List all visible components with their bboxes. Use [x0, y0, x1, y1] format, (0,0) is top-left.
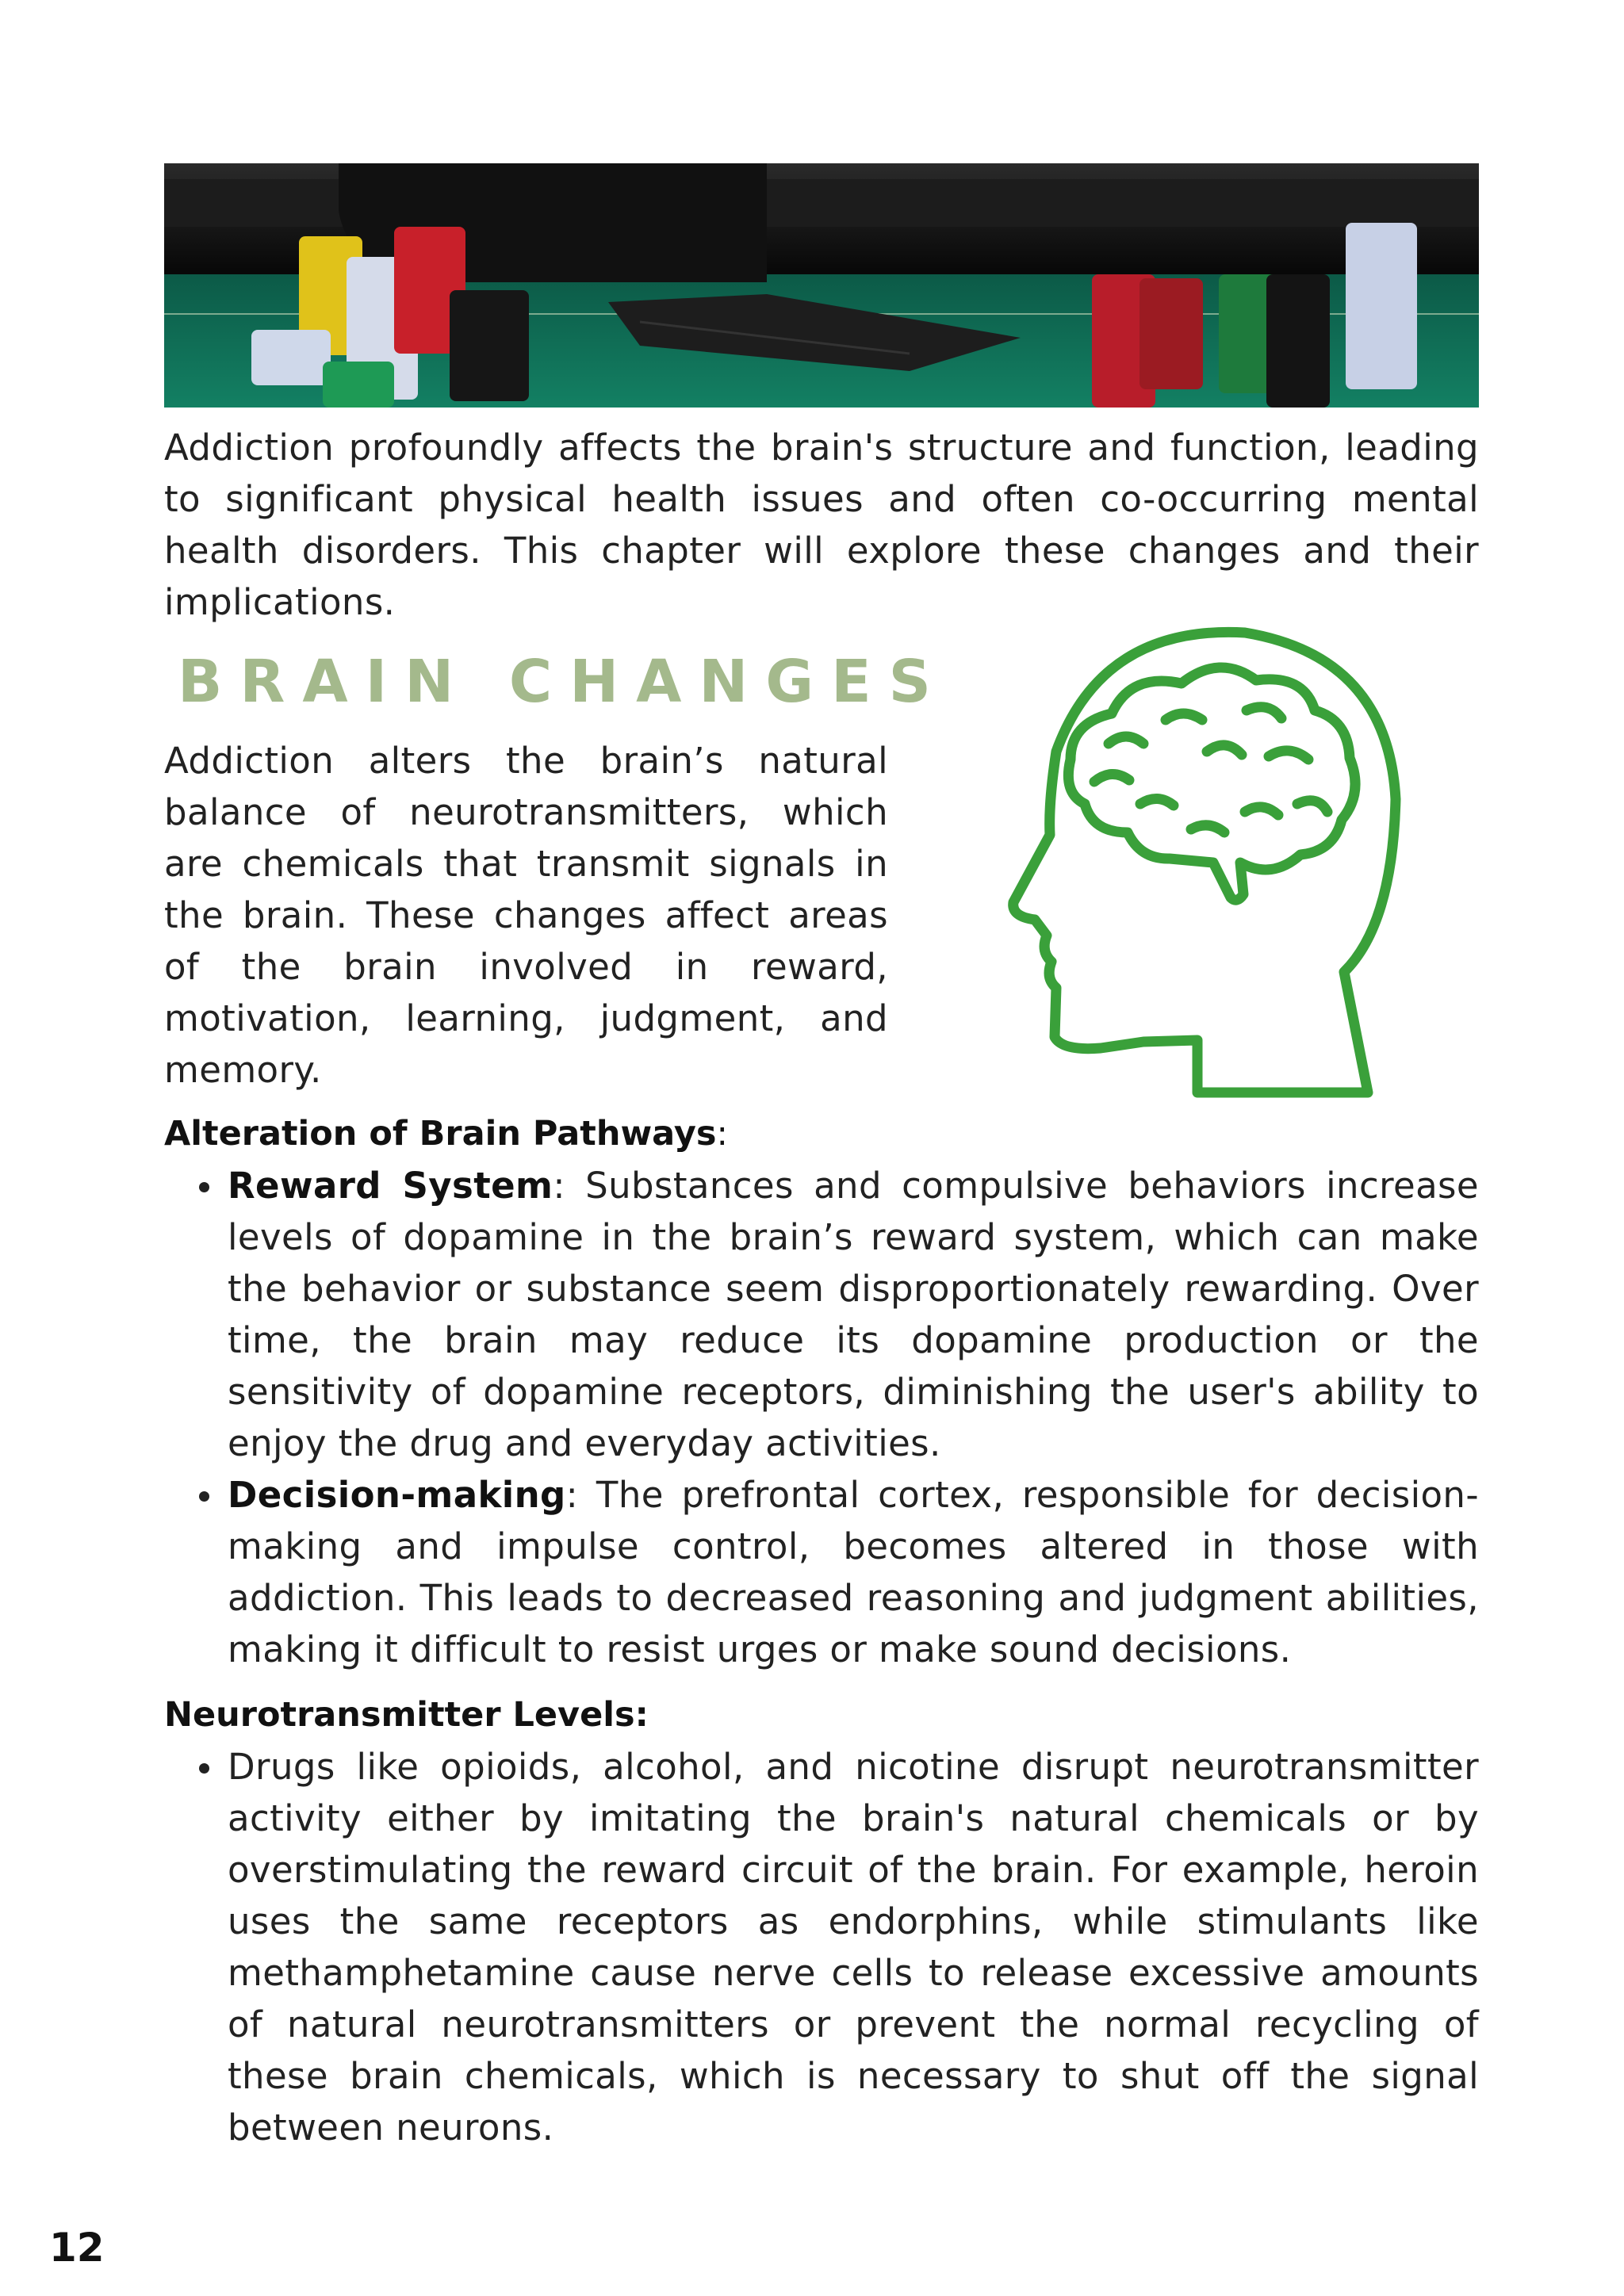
list-item: [164, 1741, 1479, 2153]
neurotransmitter-text: Drugs like opioids, alcohol, and nicotine disrupt neurotransmitter activity either by imitating the brain's natural chemicals or by overstimulating the reward circuit of the brain. For example, heroin uses the same receptors as endorphins, while stimulants like methamphetamine cause nerve cells to release excessive amounts of natural neurotransmitters or prevent the normal recycling of these brain chemicals, which is necessary to shut off the signal between neurons.: [228, 1746, 1479, 2149]
bullet-dot: [199, 1763, 209, 1774]
decision-making-text: [228, 1469, 1479, 1675]
list-item: [164, 1469, 1479, 1675]
bullet-dot: [199, 1491, 209, 1502]
pathways-heading: [164, 1108, 728, 1160]
brain-changes-paragraph: Addiction alters the brain’s natural balance of neurotransmitters, which are chemicals that transmit signals in the brain. These changes affect areas of the brain involved in reward, motivation, learning, judgment, and memory.: [164, 740, 888, 1091]
intro-paragraph: Addiction profoundly affects the brain's structure and function, leading to significant physical health issues and often co-occurring mental health disorders. This chapter will explore these changes and their implications.: [164, 427, 1479, 623]
header-image: [164, 163, 1479, 408]
neurotransmitter-list: [164, 1741, 1479, 2153]
page-number: 12: [49, 2225, 105, 2271]
reward-system-term: Reward System: [228, 1165, 553, 1207]
pathways-list: [164, 1160, 1479, 1675]
pathways-heading-text: Alteration of Brain Pathways: [164, 1114, 717, 1154]
decision-making-term: Decision-making: [228, 1474, 566, 1516]
decision-making-description: : The prefrontal cortex, responsible for decision-making and impulse control, becomes altered in those with addiction. This leads to decreased reasoning and judgment abilities, making it difficult to resist urges or make sound decisions.: [228, 1474, 1479, 1670]
neurotransmitter-heading: Neurotransmitter Levels:: [164, 1695, 649, 1735]
section-title: BRAIN CHANGES: [178, 648, 948, 716]
reward-system-text: [228, 1160, 1479, 1469]
poker-chips-image: [164, 163, 1479, 408]
list-item: [164, 1160, 1479, 1469]
head-brain-icon: [1007, 625, 1404, 1102]
pathways-heading-colon: :: [716, 1114, 729, 1154]
bullet-dot: [199, 1182, 209, 1192]
reward-system-description: : Substances and compulsive behaviors increase levels of dopamine in the brain’s reward system, which can make the behavior or substance seem disproportionately rewarding. Over time, the brain may reduce its dopamine production or the sensitivity of dopamine receptors, diminishing the user's ability to enjoy the drug and everyday activities.: [228, 1165, 1479, 1464]
